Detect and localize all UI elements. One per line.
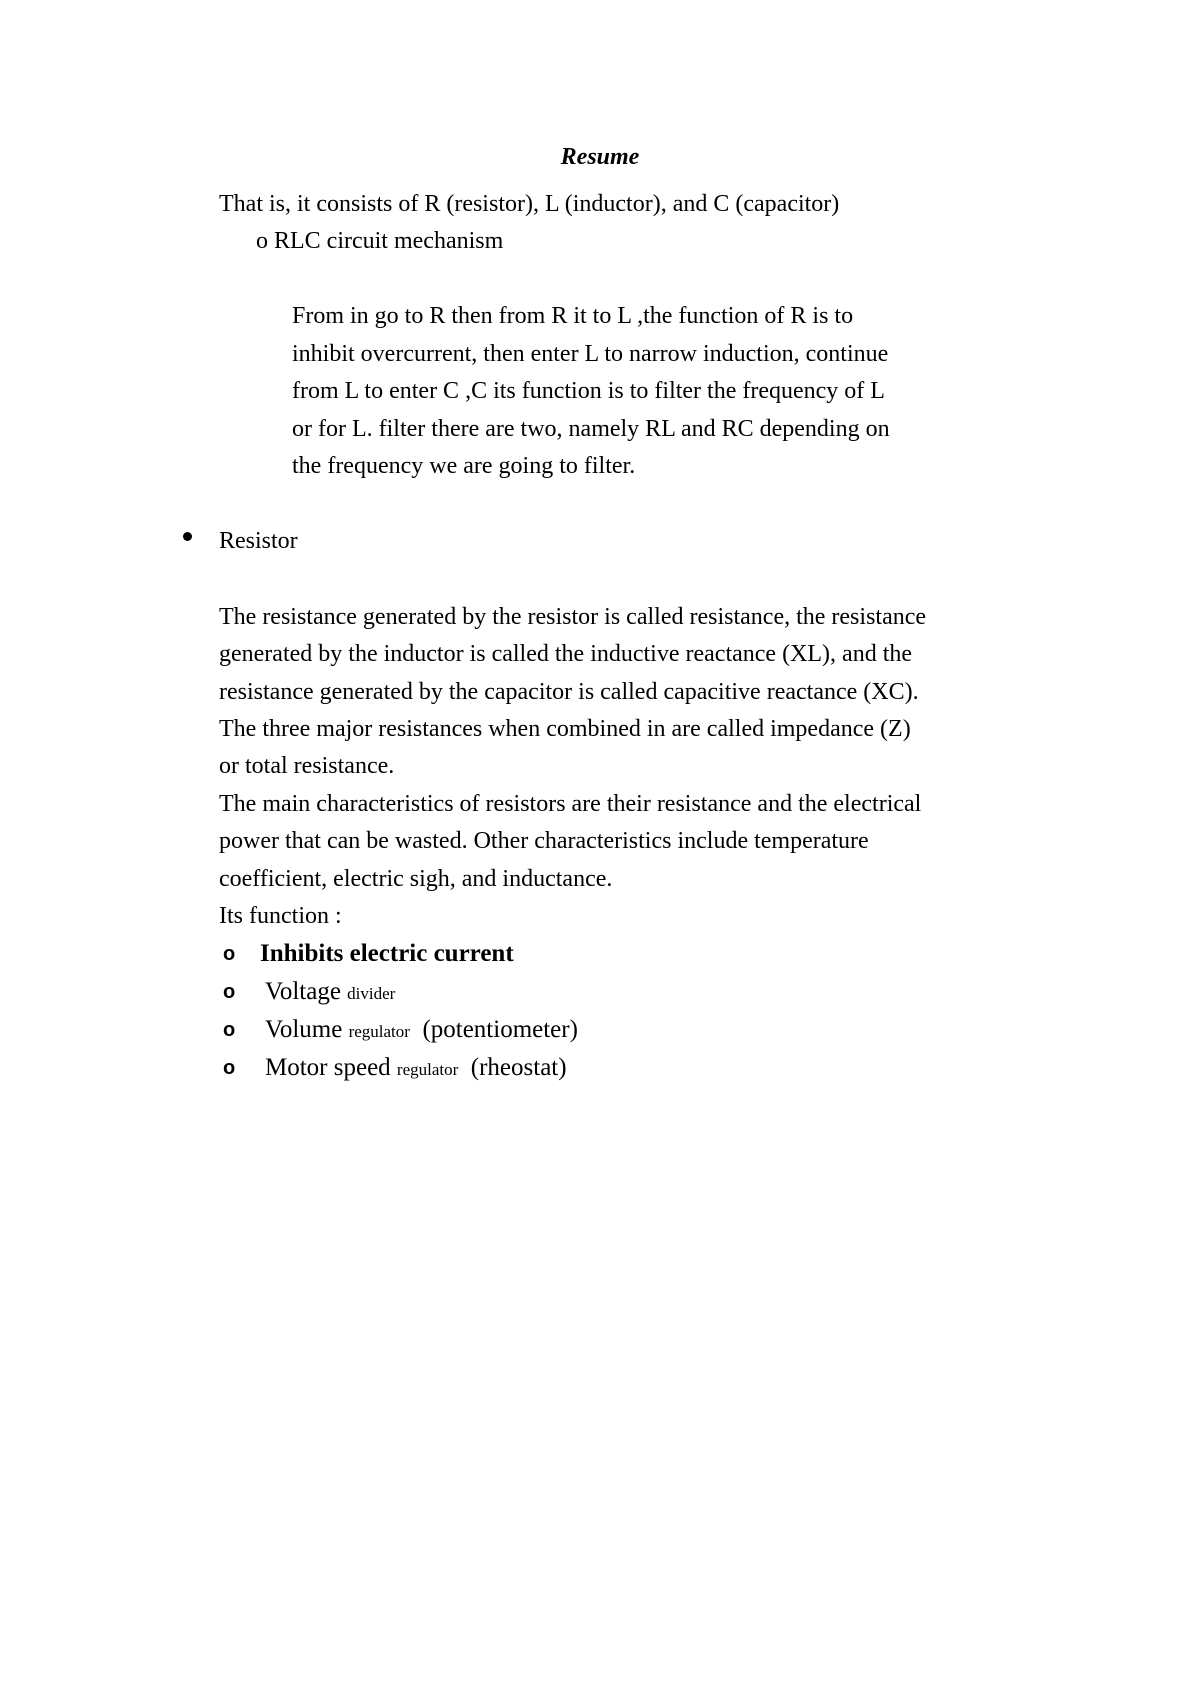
list-item-text: Inhibits electric current (260, 940, 514, 967)
list-item (265, 1049, 567, 1089)
paragraph-line: the frequency we are going to filter. (292, 453, 636, 479)
paragraph-line: from L to enter C ,C its function is to filter the frequency of L (292, 378, 885, 404)
list-item-text: Motor speed (265, 1054, 397, 1081)
paragraph-line: coefficient, electric sigh, and inductance. (219, 866, 613, 892)
paragraph-line: or total resistance. (219, 753, 395, 779)
list-item-text: Voltage (265, 978, 348, 1005)
bullet-heading: Resistor (219, 528, 298, 554)
intro-line: That is, it consists of R (resistor), L (inductor), and C (capacitor) (219, 191, 840, 217)
paragraph-line: generated by the inductor is called the inductive reactance (XL), and the (219, 641, 913, 667)
paragraph-line: The main characteristics of resistors are their resistance and the electrical (219, 791, 922, 817)
sub-heading: o RLC circuit mechanism (256, 228, 504, 254)
paragraph-line: or for L. filter there are two, namely RL and RC depending on (292, 416, 890, 442)
list-item-small-text: regulator (348, 1022, 410, 1041)
list-marker-icon: o (223, 943, 236, 965)
paragraph-line: inhibit overcurrent, then enter L to narrow induction, continue (292, 341, 889, 367)
function-label: Its function : (219, 903, 342, 929)
document-title: Resume (560, 144, 640, 170)
list-marker-icon: o (223, 1057, 236, 1079)
paragraph-line: The three major resistances when combined in are called impedance (Z) (219, 716, 911, 742)
list-marker-icon: o (223, 1019, 236, 1041)
list-item-small-text: regulator (396, 1060, 459, 1079)
list-item-tail-text: (potentiometer) (409, 1016, 578, 1043)
list-item (265, 973, 395, 1013)
list-item-text: Volume (265, 1016, 349, 1043)
list-item (265, 1011, 578, 1051)
list-item-small-text: divider (347, 984, 396, 1003)
list-marker-icon: o (223, 981, 236, 1003)
list-item-tail-text: (rheostat) (458, 1054, 567, 1081)
paragraph-line: resistance generated by the capacitor is called capacitive reactance (XC). (219, 679, 919, 705)
list-item (260, 935, 514, 973)
paragraph-line: The resistance generated by the resistor is called resistance, the resistance (219, 604, 927, 630)
paragraph-line: power that can be wasted. Other characteristics include temperature (219, 828, 869, 854)
bullet-icon (183, 532, 192, 541)
paragraph-line: From in go to R then from R it to L ,the function of R is to (292, 303, 854, 329)
